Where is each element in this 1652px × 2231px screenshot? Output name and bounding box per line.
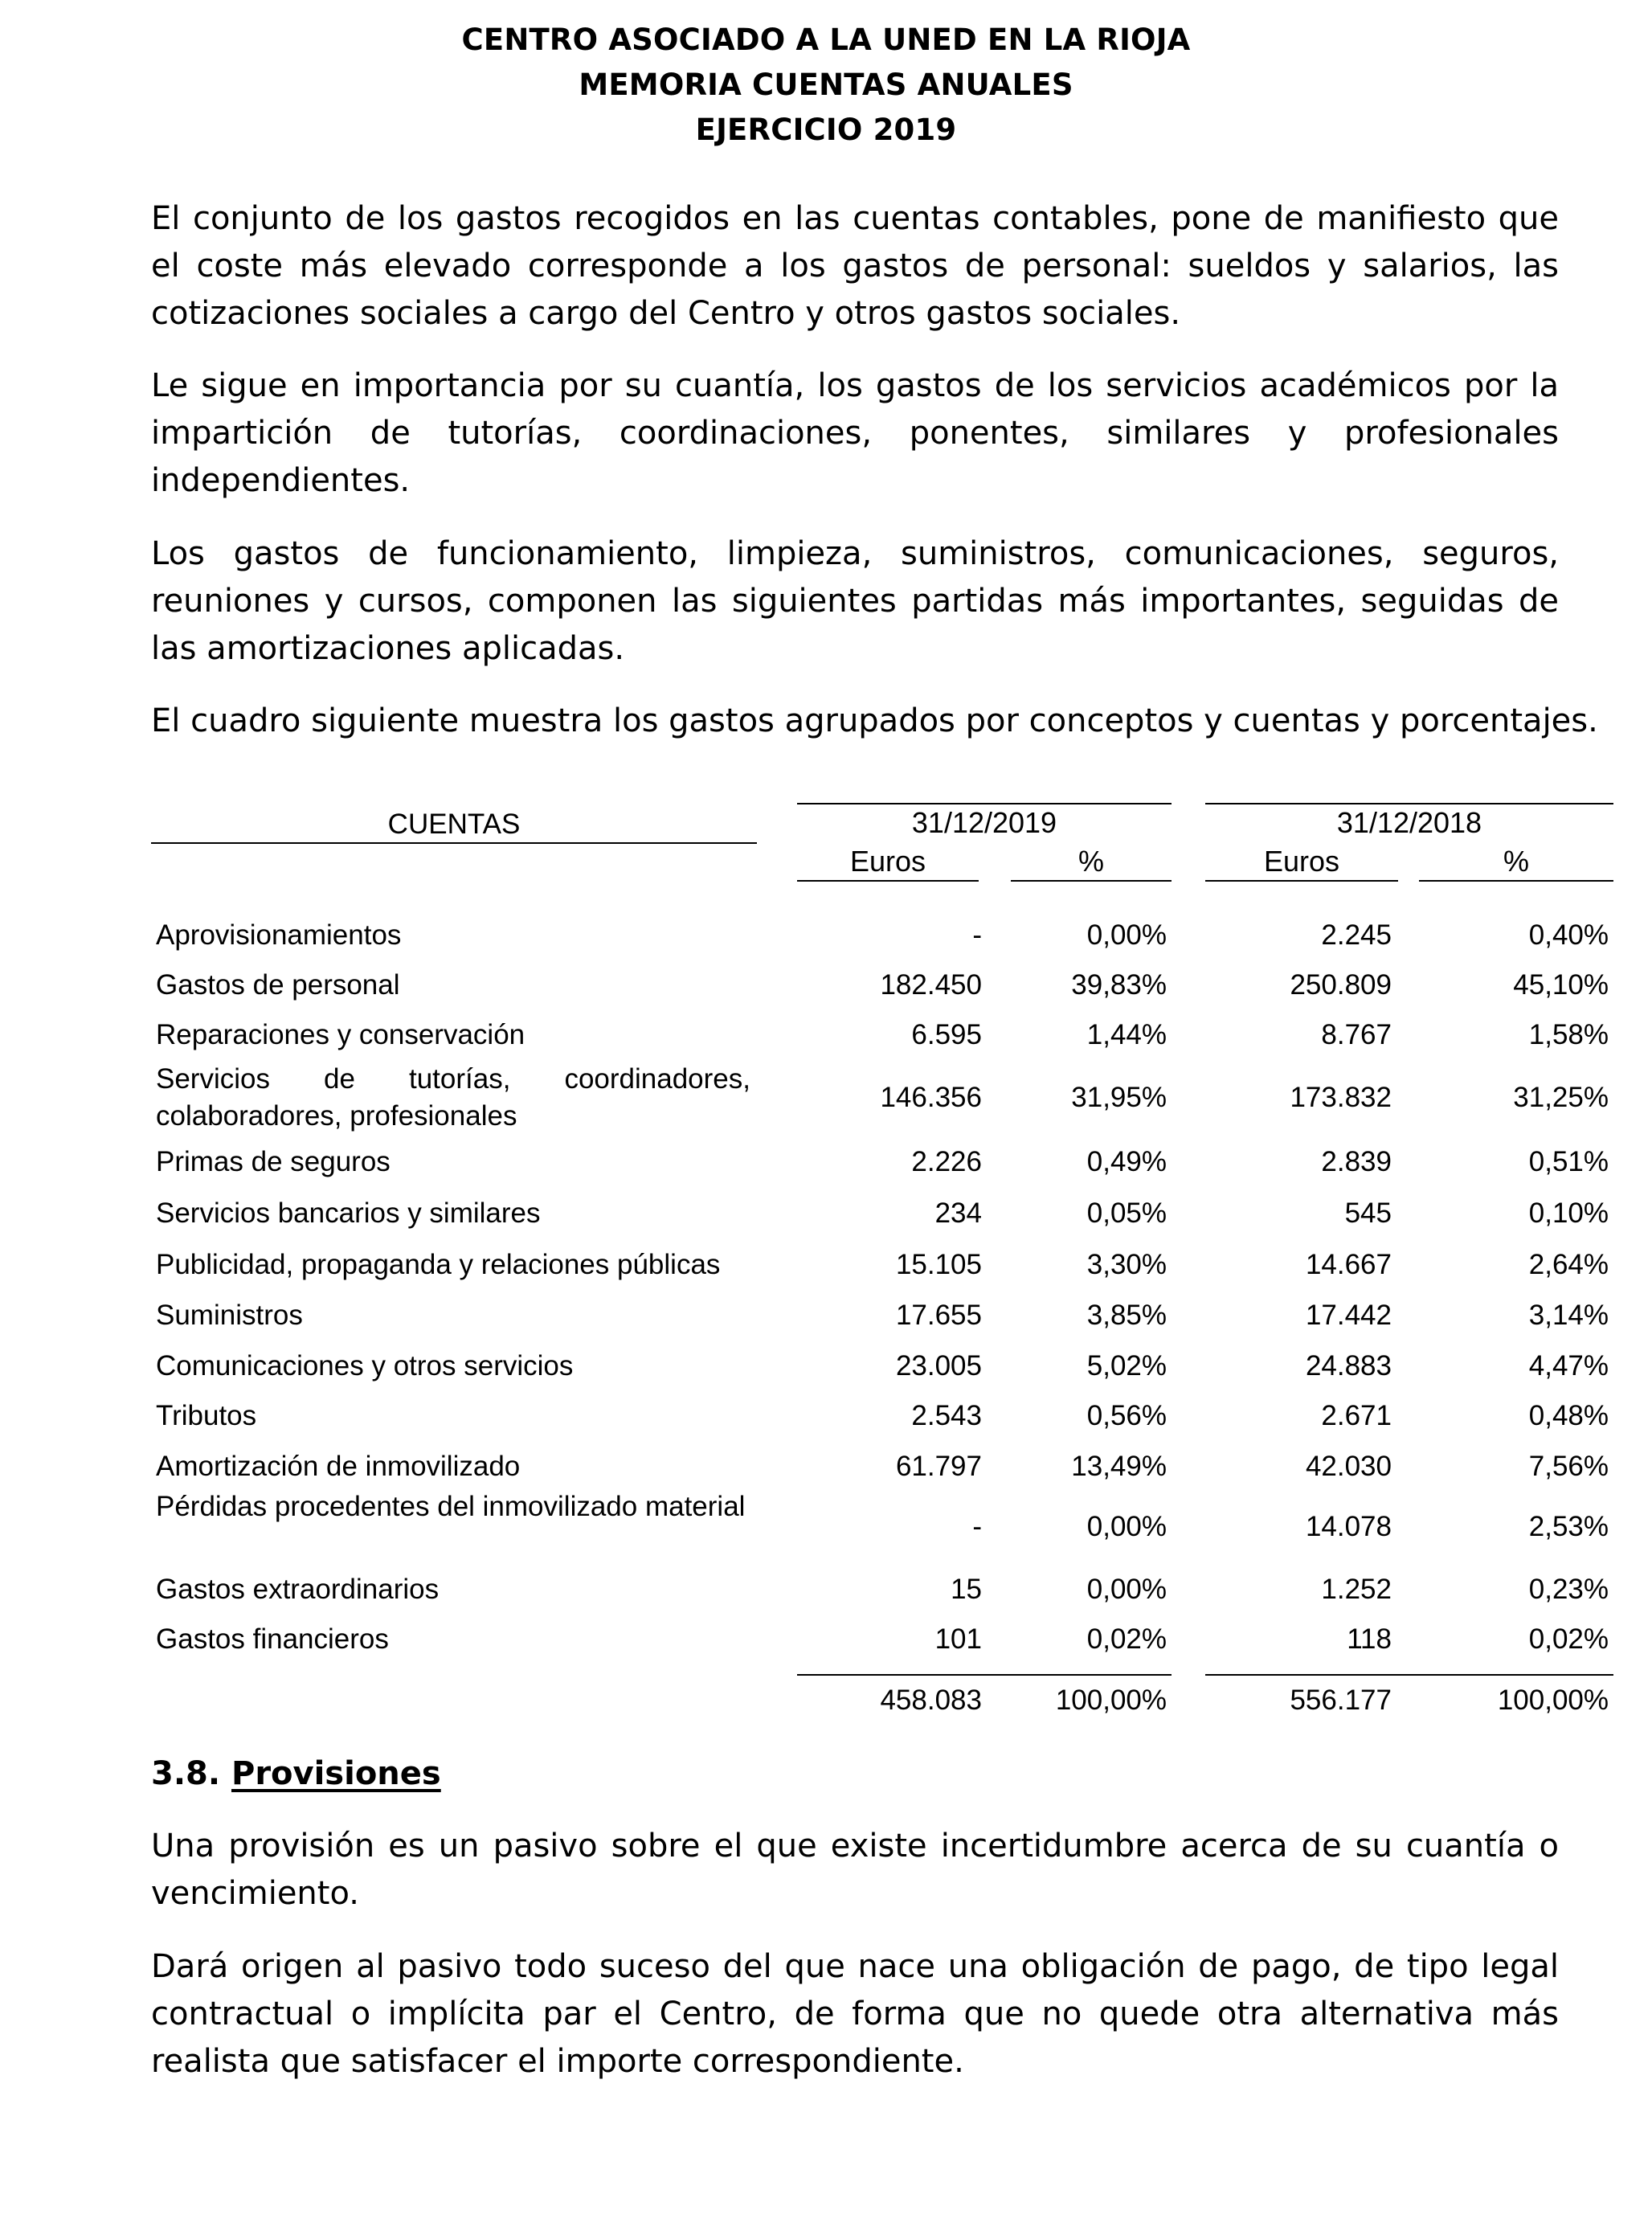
cell-euros-2018: 42.030 (1305, 1451, 1392, 1482)
rule-2018-top (1205, 803, 1613, 804)
row-label: Pérdidas procedentes del inmovilizado material (156, 1491, 746, 1522)
cell-euros-2019: 17.655 (895, 1300, 982, 1331)
cell-pct-2018: 0,40% (1528, 919, 1609, 951)
total-euros-2018: 556.177 (1290, 1685, 1392, 1716)
cell-euros-2018: 250.809 (1290, 969, 1392, 1001)
subheader-2018-euros: Euros (1263, 845, 1340, 878)
row-label: Suministros (156, 1300, 303, 1331)
cell-euros-2019: 234 (934, 1197, 982, 1229)
header-line-2: MEMORIA CUENTAS ANUALES (579, 68, 1073, 102)
header-line-1: CENTRO ASOCIADO A LA UNED EN LA RIOJA (461, 23, 1191, 57)
col-header-2019: 31/12/2019 (911, 806, 1057, 839)
cell-pct-2018: 3,14% (1528, 1300, 1609, 1331)
cell-pct-2018: 1,58% (1528, 1019, 1609, 1050)
cell-pct-2018: 7,56% (1528, 1451, 1609, 1482)
cell-pct-2019: 0,02% (1086, 1623, 1167, 1655)
cell-pct-2018: 0,51% (1528, 1146, 1609, 1177)
cell-pct-2019: 31,95% (1071, 1082, 1167, 1113)
subheader-2018-pct: % (1503, 845, 1529, 878)
row-label: Publicidad, propaganda y relaciones públicas (156, 1249, 721, 1280)
cell-pct-2019: 0,00% (1086, 1511, 1167, 1542)
rule-2018-pct (1419, 880, 1613, 882)
cell-pct-2018: 0,48% (1528, 1400, 1609, 1431)
cell-euros-2018: 17.442 (1305, 1300, 1392, 1331)
rule-cuentas (151, 842, 757, 844)
paragraph-gastos-funcionamiento: Los gastos de funcionamiento, limpieza, suministros, comunicaciones, seguros, reuniones y cursos, componen las siguientes partidas más importantes, seguidas de las amortizaciones aplicadas. (151, 535, 1559, 667)
row-label: Tributos (156, 1400, 257, 1431)
row-label: Gastos de personal (156, 969, 400, 1001)
cell-pct-2019: 0,00% (1086, 1574, 1167, 1605)
cell-pct-2018: 45,10% (1513, 969, 1609, 1001)
section-heading (151, 1750, 441, 1798)
cell-pct-2018: 2,53% (1528, 1511, 1609, 1542)
cell-euros-2018: 2.839 (1321, 1146, 1392, 1177)
cell-euros-2018: 24.883 (1305, 1350, 1392, 1382)
rule-2019-top (797, 803, 1172, 804)
section-number: 3.8. (151, 1755, 221, 1792)
cell-pct-2018: 4,47% (1528, 1350, 1609, 1382)
paragraph-cuadro-intro: El cuadro siguiente muestra los gastos agrupados por conceptos y cuentas y porcentajes. (151, 702, 1598, 739)
row-label: Gastos extraordinarios (156, 1574, 440, 1605)
row-label: Primas de seguros (156, 1146, 391, 1177)
total-euros-2019: 458.083 (880, 1685, 982, 1716)
cell-euros-2018: 2.245 (1321, 919, 1392, 951)
rule-total-2019 (797, 1674, 1172, 1676)
row-label: Gastos financieros (156, 1623, 389, 1655)
cell-euros-2018: 1.252 (1321, 1574, 1392, 1605)
rule-2019-pct (1011, 880, 1172, 882)
subheader-2019-pct: % (1077, 845, 1104, 878)
cell-pct-2018: 2,64% (1528, 1249, 1609, 1280)
cell-euros-2019: 23.005 (895, 1350, 982, 1382)
paragraph-gastos-personal: El conjunto de los gastos recogidos en las cuentas contables, pone de manifiesto que el coste más elevado corresponde a los gastos de personal: sueldos y salarios, las cotizaciones sociales a cargo del Centro y otros gastos sociales. (151, 200, 1559, 332)
cell-euros-2019: - (972, 1511, 982, 1542)
rule-2018-euros (1205, 880, 1398, 882)
cell-euros-2019: 61.797 (895, 1451, 982, 1482)
cell-pct-2018: 0,10% (1528, 1197, 1609, 1229)
cell-euros-2019: 15.105 (895, 1249, 982, 1280)
paragraph-servicios-academicos: Le sigue en importancia por su cuantía, los gastos de los servicios académicos por la impartición de tutorías, coordinaciones, ponentes, similares y profesionales independientes. (151, 367, 1559, 499)
cell-pct-2019: 3,85% (1086, 1300, 1167, 1331)
rule-2019-euros (797, 880, 979, 882)
cell-pct-2019: 5,02% (1086, 1350, 1167, 1382)
row-label: Reparaciones y conservación (156, 1019, 525, 1050)
cell-pct-2019: 39,83% (1071, 969, 1167, 1001)
cell-euros-2019: 2.226 (911, 1146, 982, 1177)
cell-pct-2019: 0,05% (1086, 1197, 1167, 1229)
cell-euros-2019: 101 (934, 1623, 982, 1655)
cell-pct-2019: 0,00% (1086, 919, 1167, 951)
cell-euros-2018: 8.767 (1321, 1019, 1392, 1050)
cell-euros-2018: 173.832 (1290, 1082, 1392, 1113)
cell-pct-2019: 1,44% (1086, 1019, 1167, 1050)
cell-euros-2019: 146.356 (880, 1082, 982, 1113)
col-header-cuentas: CUENTAS (387, 808, 521, 840)
cell-euros-2019: 6.595 (911, 1019, 982, 1050)
total-pct-2019: 100,00% (1055, 1685, 1167, 1716)
cell-pct-2018: 0,02% (1528, 1623, 1609, 1655)
paragraph-provision-origen: Dará origen al pasivo todo suceso del que nace una obligación de pago, de tipo legal contractual o implícita par el Centro, de forma que no quede otra alternativa más realista que satisfacer el importe correspondiente. (151, 1948, 1559, 2080)
row-label: Comunicaciones y otros servicios (156, 1350, 574, 1382)
cell-euros-2019: - (972, 919, 982, 951)
cell-euros-2018: 545 (1344, 1197, 1392, 1229)
cell-euros-2018: 118 (1347, 1623, 1392, 1655)
cell-pct-2019: 13,49% (1071, 1451, 1167, 1482)
cell-pct-2018: 0,23% (1528, 1574, 1609, 1605)
subheader-2019-euros: Euros (849, 845, 926, 878)
cell-pct-2019: 0,49% (1086, 1146, 1167, 1177)
col-header-2018: 31/12/2018 (1336, 806, 1482, 839)
paragraph-provision-definicion: Una provisión es un pasivo sobre el que existe incertidumbre acerca de su cuantía o vencimiento. (151, 1828, 1559, 1912)
cell-pct-2019: 3,30% (1086, 1249, 1167, 1280)
total-pct-2018: 100,00% (1497, 1685, 1609, 1716)
row-label: Servicios de tutorías, coordinadores, colaboradores, profesionales (156, 1063, 750, 1132)
cell-euros-2019: 2.543 (911, 1400, 982, 1431)
cell-euros-2018: 14.078 (1305, 1511, 1392, 1542)
cell-euros-2018: 14.667 (1305, 1249, 1392, 1280)
cell-pct-2019: 0,56% (1086, 1400, 1167, 1431)
row-label: Aprovisionamientos (156, 919, 402, 951)
rule-total-2018 (1205, 1674, 1613, 1676)
section-title: Provisiones (231, 1755, 441, 1792)
header-line-3: EJERCICIO 2019 (695, 113, 957, 147)
row-label: Servicios bancarios y similares (156, 1197, 541, 1229)
cell-pct-2018: 31,25% (1513, 1082, 1609, 1113)
cell-euros-2019: 182.450 (880, 969, 982, 1001)
cell-euros-2018: 2.671 (1321, 1400, 1392, 1431)
cell-euros-2019: 15 (951, 1574, 982, 1605)
row-label: Amortización de inmovilizado (156, 1451, 521, 1482)
